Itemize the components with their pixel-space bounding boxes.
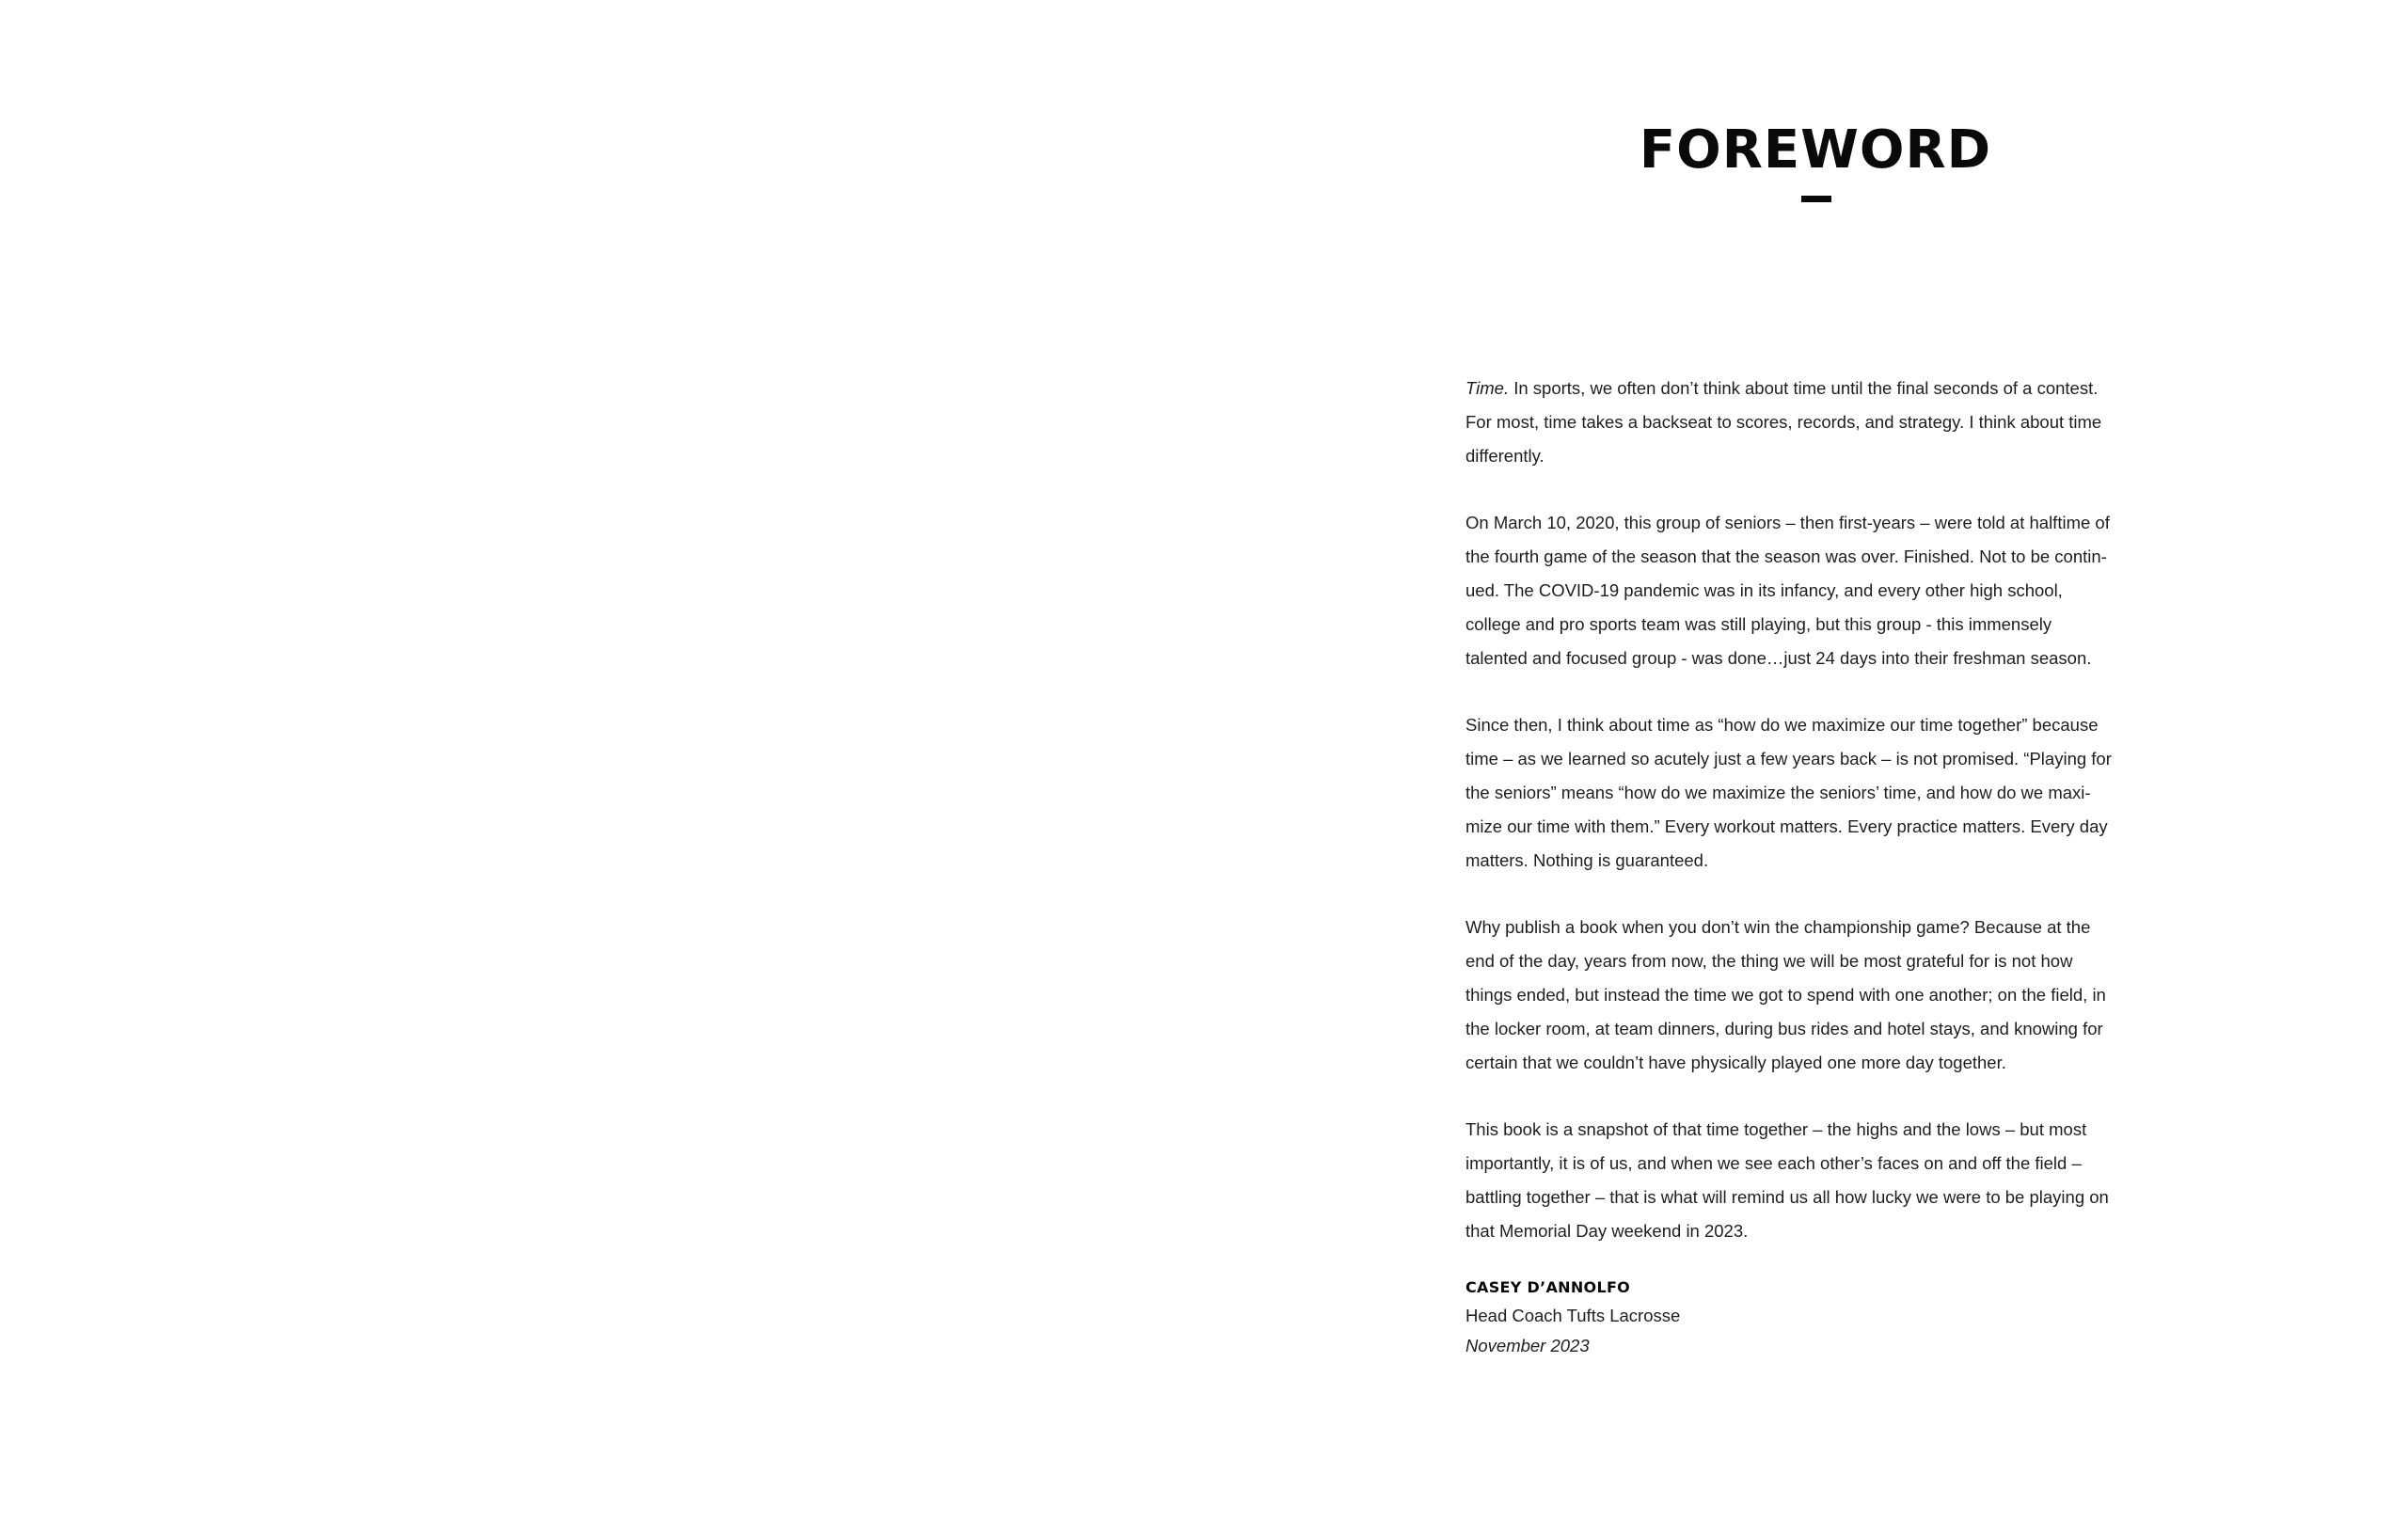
paragraph-lead-word: Time. xyxy=(1465,378,1510,398)
paragraph-5: This book is a snapshot of that time together – the highs and the lows – but most importantly, it is of us, and when we see each other’s faces on and off the field – battling together – that is what will remind us all how lucky we were to be playing on that Memorial Day weekend in 2023. xyxy=(1465,1119,2109,1241)
signature-block xyxy=(1465,1275,1936,1360)
title-underline-rule xyxy=(1801,196,1831,202)
paragraph-text: In sports, we often don’t think about time until the final seconds of a contest. For most, time takes a backseat to scores, records, and strategy. I think about time differently. xyxy=(1465,378,2102,466)
paragraph-4: Why publish a book when you don’t win the championship game? Because at the end of the day, years from now, the thing we will be most grateful for is not how things ended, but instead the time we got to spend with one another; on the field, in the locker room, at team dinners, during bus rides and hotel stays, and knowing for certain that we couldn’t have physically played one more day together. xyxy=(1465,917,2106,1072)
author-name: CASEY D’ANNOLFO xyxy=(1465,1278,1631,1296)
paragraph-3: Since then, I think about time as “how do we maximize our time together” because time – as we learned so acutely just a few years back – is not promised. “Playing for the seniors” means “how do we maximize the seniors’ time, and how do we maximize our time with them.” Every workout matters. Every practice matters. Every day matters. Nothing is guaranteed. xyxy=(1465,715,2112,870)
signature-date: November 2023 xyxy=(1465,1336,1590,1355)
foreword-body xyxy=(1465,372,2115,1281)
paragraph-2: On March 10, 2020, this group of seniors – then first-years – were told at halftime of the fourth game of the season that the season was over. Finished. Not to be continued. The COVID-19 pandemic was in its infancy, and every other high school, college and pro sports team was still playing, but this group - this immensely talented and focused group - was done…just 24 days into their freshman season. xyxy=(1465,513,2110,668)
author-role: Head Coach Tufts Lacrosse xyxy=(1465,1306,1681,1325)
page-title: FOREWORD xyxy=(1639,119,1992,181)
paragraph-1 xyxy=(1465,372,2115,473)
